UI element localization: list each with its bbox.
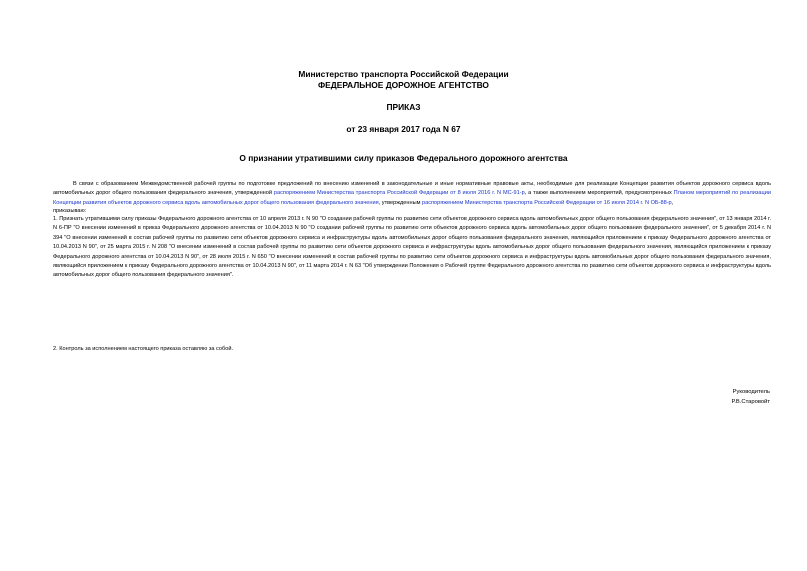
item-2-paragraph: 2. Контроль за исполнением настоящего приказа оставляю за собой. — [53, 346, 234, 352]
preamble-text-3: , утвержденным — [378, 199, 422, 206]
signature-block — [732, 388, 770, 407]
document-date: от 23 января 2017 года N 67 — [346, 124, 461, 134]
prikazyvayu-line: приказываю: — [53, 208, 87, 214]
document-header — [0, 69, 807, 135]
document-title: О признании утратившими силу приказов Федерального дорожного агентства — [239, 153, 568, 163]
preamble-paragraph — [53, 180, 771, 208]
order-link-ms-91-r[interactable]: распоряжением Министерства транспорта Российской Федерации от 8 июля 2016 г. N МС-91-р — [273, 190, 525, 197]
ministry-name: Министерство транспорта Российской Федерации — [298, 69, 509, 79]
agency-name: ФЕДЕРАЛЬНОЕ ДОРОЖНОЕ АГЕНТСТВО — [318, 80, 489, 90]
item-1-paragraph: 1. Признать утратившими силу приказы Федерального дорожного агентства от 10 апреля 2013 г. N 90 "О создании рабочей группы по развитию сети объектов дорожного сервиса вдоль автомобильных дорог общего пользования федерального значения", от 13 января 2014 г. N 6-ПР "О внесении изменений в приказ Федерального дорожного агентства от 10.04.2013 N 90 "О создании рабочей группы по развитию сети объектов дорожного сервиса вдоль автомобильных дорог общего пользования федерального значения", от 5 декабря 2014 г. N 394 "О внесении изменений в состав рабочей группы по развитию сети объектов дорожного сервиса и инфраструктуры вдоль автомобильных дорог общего пользования федерального значения, являющийся приложением к приказу Федерального дорожного агентства от 10.04.2013 N 90", от 25 марта 2015 г. N 208 "О внесении изменений в состав рабочей группы по развитию сети объектов дорожного сервиса и инфраструктуры вдоль автомобильных дорог общего пользования федерального значения, являющийся приложением к приказу Федерального дорожного агентства от 10.04.2013 N 90", от 28 июля 2015 г. N 650 "О внесении изменений в состав рабочей группы по развитию сети объектов дорожного сервиса и инфраструктуры вдоль автомобильных дорог общего пользования федерального значения, являющийся приложением к приказу Федерального дорожного агентства от 10.04.2013 N 90", от 11 марта 2014 г. N 63 "Об утверждении Положения о Рабочей группе Федерального дорожного агентства по развитию сети объектов дорожного сервиса и инфраструктуры вдоль автомобильных дорог общего пользования федерального значения". — [53, 216, 771, 279]
preamble-text-4: , — [671, 199, 674, 206]
preamble-text-2: , а также выполнением мероприятий, предусмотренных — [524, 190, 674, 197]
signer-name: Р.В.Старовойт — [731, 398, 770, 405]
order-link-ob-88-r[interactable]: распоряжением Министерства транспорта Российской Федерации от 16 июля 2014 г. N ОБ-88-р — [422, 199, 672, 206]
signer-position: Руководитель — [732, 389, 770, 395]
plan-link[interactable]: Планом мероприятий по реализации Концепции развития объектов дорожного сервиса вдоль автомобильных дорог общего пользования федерального значения — [53, 190, 771, 206]
document-type: ПРИКАЗ — [386, 102, 421, 112]
preamble-text-1: В связи с образованием Межведомственной рабочей группы по подготовке предложений по внесению изменений в законодательные и иные нормативные правовые акты, необходимые для реализации Концепции развития объектов дорожного сервиса вдоль автомобильных дорог общего пользования федерального значения, утвержденной — [53, 181, 771, 197]
